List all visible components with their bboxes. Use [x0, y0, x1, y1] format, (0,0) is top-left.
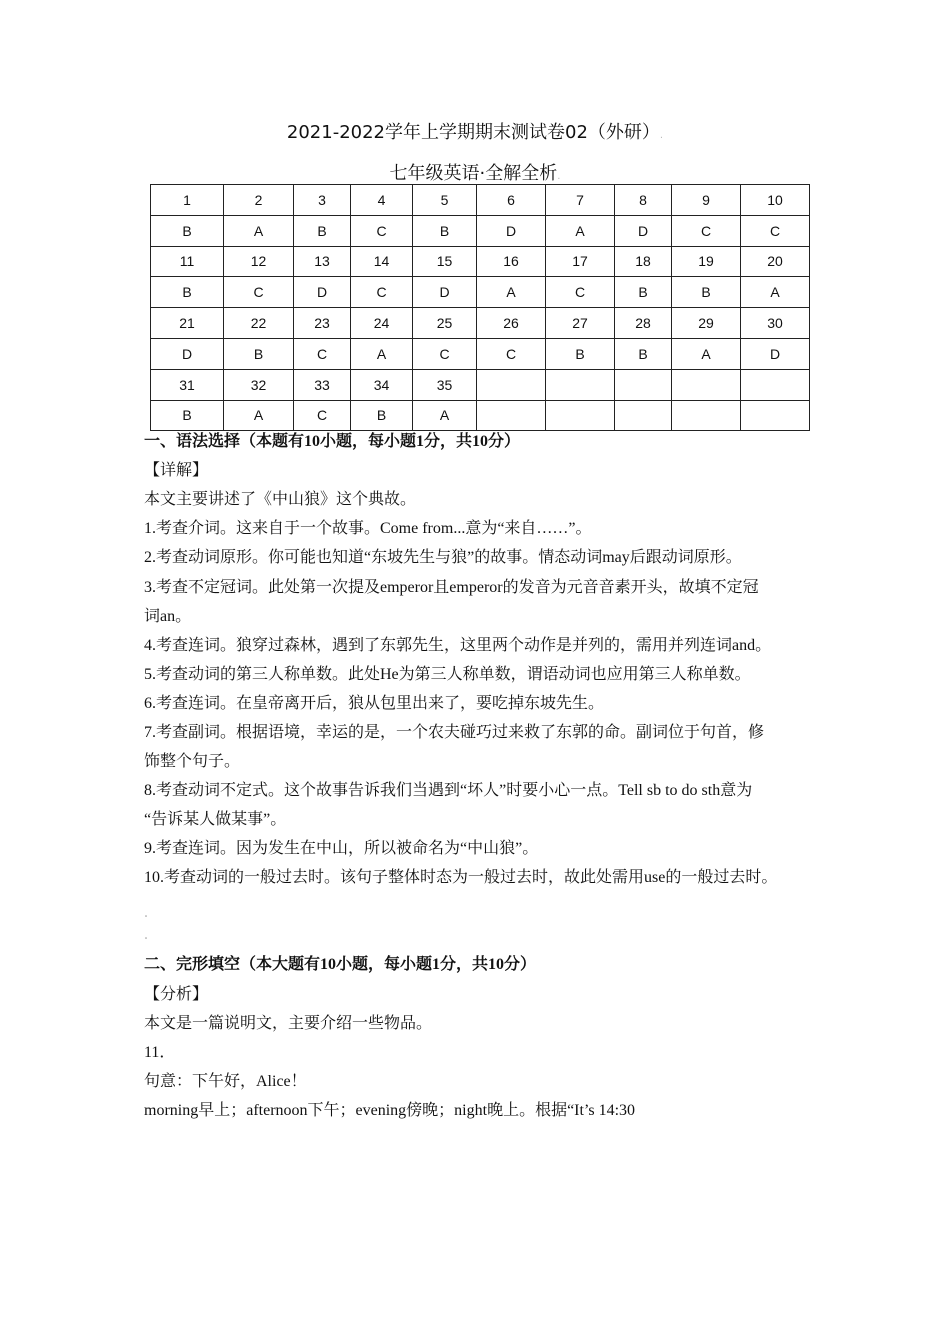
answer-cell: C [477, 338, 546, 369]
body-text-line: “告诉某人做某事”。 [144, 811, 287, 828]
question-number-cell: 27 [546, 308, 615, 339]
question-number-cell: 3 [294, 185, 351, 216]
paragraph-mark: . [659, 130, 664, 141]
answer-cell: B [151, 215, 224, 246]
answer-cell: D [413, 277, 477, 308]
answer-cell: A [413, 400, 477, 431]
answer-cell: A [672, 338, 741, 369]
answer-cell: A [546, 215, 615, 246]
answer-row [151, 215, 810, 246]
question-number-cell [546, 369, 615, 400]
question-number-cell: 7 [546, 185, 615, 216]
answer-cell: C [224, 277, 294, 308]
answer-cell: D [615, 215, 672, 246]
body-text-line: 本文主要讲述了《中山狼》这个典故。 [144, 491, 417, 508]
answer-cell: C [546, 277, 615, 308]
answer-cell: A [224, 215, 294, 246]
body-text-line: 10.考查动词的一般过去时。该句子整体时态为一般过去时，故此处需用use的一般过去时。 [144, 869, 778, 886]
question-number-row [151, 185, 810, 216]
question-number-cell: 32 [224, 369, 294, 400]
question-number-cell: 10 [741, 185, 810, 216]
question-number-cell: 12 [224, 246, 294, 277]
answer-cell [741, 400, 810, 431]
body-text-line: morning早上；afternoon下午；evening傍晚；night晚上。根据“It’s 14:30 [144, 1102, 636, 1119]
answer-cell: D [151, 338, 224, 369]
question-number-cell: 25 [413, 308, 477, 339]
question-number-cell: 17 [546, 246, 615, 277]
answer-cell: A [741, 277, 810, 308]
question-number-row [151, 369, 810, 400]
question-number-cell: 24 [351, 308, 413, 339]
question-number-cell: 1 [151, 185, 224, 216]
answer-cell: C [672, 215, 741, 246]
answer-cell: A [351, 338, 413, 369]
answer-cell: C [351, 215, 413, 246]
question-number-cell [615, 369, 672, 400]
document-title [0, 118, 950, 144]
answer-cell: B [151, 400, 224, 431]
question-number-cell: 29 [672, 308, 741, 339]
section-heading: 二、完形填空（本大题有10小题，每小题1分，共10分） [144, 956, 537, 973]
question-number-cell [477, 369, 546, 400]
question-number-cell: 33 [294, 369, 351, 400]
body-text-line: 7.考查副词。根据语境，幸运的是，一个农夫碰巧过来救了东郭的命。副词位于句首，修 [144, 724, 765, 741]
body-text-line: 5.考查动词的第三人称单数。此处He为第三人称单数，谓语动词也应用第三人称单数。 [144, 666, 751, 683]
answer-row [151, 338, 810, 369]
answer-cell: D [294, 277, 351, 308]
answer-cell [546, 400, 615, 431]
answer-cell: D [477, 215, 546, 246]
paragraph-mark: . [557, 171, 561, 182]
question-number-cell: 20 [741, 246, 810, 277]
answer-table [150, 184, 810, 431]
body-text-line: 4.考查连词。狼穿过森林，遇到了东郭先生，这里两个动作是并列的，需用并列连词and。 [144, 637, 772, 654]
question-number-cell [672, 369, 741, 400]
question-number-cell: 22 [224, 308, 294, 339]
question-number-cell: 35 [413, 369, 477, 400]
body-text-line: 2.考查动词原形。你可能也知道“东坡先生与狼”的故事。情态动词may后跟动词原形。 [144, 549, 742, 566]
body-text-line: 句意：下午好，Alice！ [144, 1073, 307, 1090]
paragraph-mark: . [144, 926, 148, 943]
answer-cell: B [294, 215, 351, 246]
answer-cell: B [615, 277, 672, 308]
title-text: 2021-2022学年上学期期末测试卷02（外研） [286, 122, 660, 143]
body-text-line: 8.考查动词不定式。这个故事告诉我们当遇到“坏人”时要小心一点。Tell sb to do sth意为 [144, 782, 753, 799]
answer-cell: B [615, 338, 672, 369]
question-number-cell [741, 369, 810, 400]
question-number-cell: 5 [413, 185, 477, 216]
answer-cell: C [413, 338, 477, 369]
answer-cell: B [224, 338, 294, 369]
section-heading: 一、语法选择（本题有10小题，每小题1分，共10分） [144, 433, 521, 450]
answer-row [151, 400, 810, 431]
question-number-cell: 28 [615, 308, 672, 339]
question-number-cell: 34 [351, 369, 413, 400]
question-number-cell: 31 [151, 369, 224, 400]
question-number-cell: 16 [477, 246, 546, 277]
question-number-row [151, 308, 810, 339]
answer-cell: D [741, 338, 810, 369]
question-number-cell: 26 [477, 308, 546, 339]
body-text-line: 6.考查连词。在皇帝离开后，狼从包里出来了，要吃掉东坡先生。 [144, 695, 605, 712]
body-text-line: 饰整个句子。 [144, 753, 241, 770]
paragraph-mark: . [144, 904, 148, 921]
question-number-cell: 30 [741, 308, 810, 339]
question-number-cell: 9 [672, 185, 741, 216]
question-number-cell: 13 [294, 246, 351, 277]
question-number-cell: 15 [413, 246, 477, 277]
answer-cell [477, 400, 546, 431]
answer-cell: C [294, 400, 351, 431]
subtitle-text: 七年级英语·全解全析 [389, 163, 558, 184]
answer-cell: B [672, 277, 741, 308]
answer-cell [672, 400, 741, 431]
answer-cell: B [413, 215, 477, 246]
answer-cell: A [224, 400, 294, 431]
question-number-cell: 14 [351, 246, 413, 277]
answer-cell: B [151, 277, 224, 308]
answer-cell: C [294, 338, 351, 369]
question-number-cell: 19 [672, 246, 741, 277]
answer-cell: A [477, 277, 546, 308]
document-subtitle [0, 159, 950, 185]
question-number-cell: 18 [615, 246, 672, 277]
answer-cell: C [351, 277, 413, 308]
question-number-cell: 2 [224, 185, 294, 216]
body-text-line: 3.考查不定冠词。此处第一次提及emperor且emperor的发音为元音音素开头，故填不定冠 [144, 579, 759, 596]
answer-row [151, 277, 810, 308]
question-number-cell: 6 [477, 185, 546, 216]
answer-cell [615, 400, 672, 431]
question-number-cell: 8 [615, 185, 672, 216]
question-number-cell: 11 [151, 246, 224, 277]
body-text-line: 9.考查连词。因为发生在中山，所以被命名为“中山狼”。 [144, 840, 539, 857]
body-text-line: 【详解】 [144, 462, 209, 479]
answer-cell: C [741, 215, 810, 246]
body-text-line: 1.考查介词。这来自于一个故事。Come from...意为“来自……”。 [144, 520, 592, 537]
question-number-cell: 21 [151, 308, 224, 339]
question-number-cell: 23 [294, 308, 351, 339]
question-number-row [151, 246, 810, 277]
body-text-line: 词an。 [144, 608, 192, 625]
body-text-line: 本文是一篇说明文，主要介绍一些物品。 [144, 1015, 433, 1032]
answer-cell: B [546, 338, 615, 369]
question-number-cell: 4 [351, 185, 413, 216]
body-text-line: 11． [144, 1044, 176, 1061]
answer-cell: B [351, 400, 413, 431]
body-text-line: 【分析】 [144, 986, 209, 1003]
